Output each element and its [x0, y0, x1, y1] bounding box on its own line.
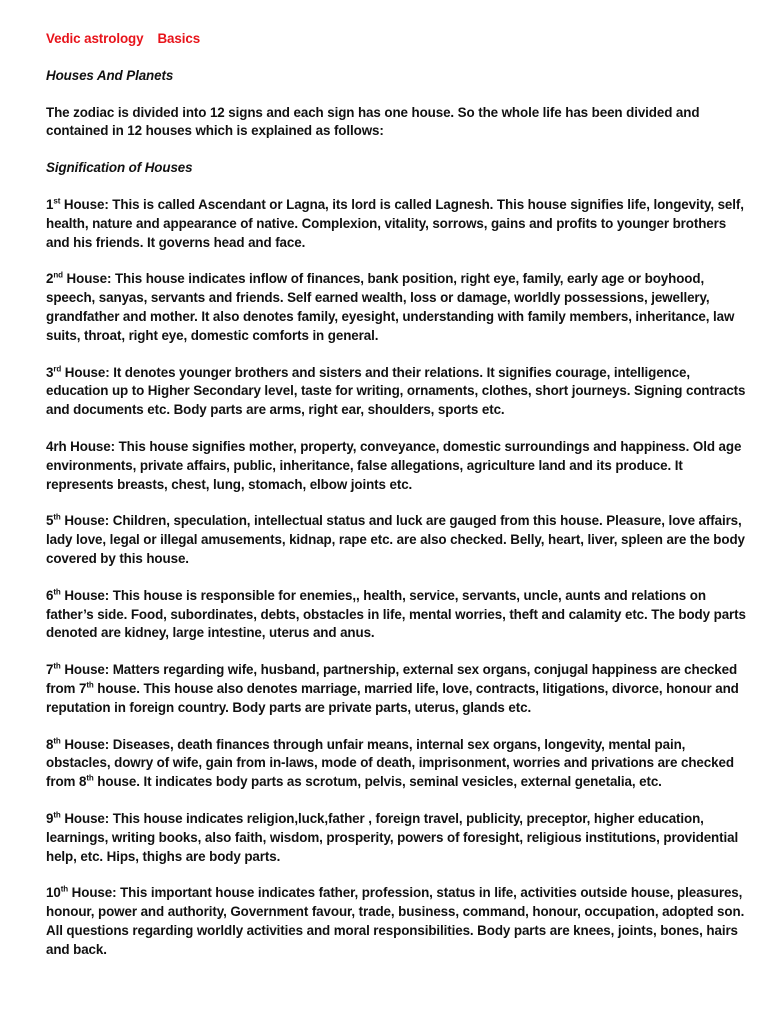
house-ordinal-inline: th	[86, 773, 94, 783]
house-number: 7	[46, 662, 54, 678]
house-number: 10	[46, 885, 61, 901]
house-ordinal: th	[53, 512, 61, 522]
house-description: House: This house is responsible for enemies,, health, service, servants, uncle, aunts and relations on father’s side. Food, subordinates, debts, obstacles in life, mental worries, theft and calamity etc. The body parts denoted are kidney, large intestine, uterus and anus.	[46, 587, 746, 641]
house-number: 4rh	[46, 438, 67, 454]
house-ordinal: th	[53, 810, 61, 820]
house-5-paragraph	[46, 512, 746, 568]
subtitle: Houses And Planets	[46, 67, 174, 83]
house-description: House: This is called Ascendant or Lagna, its lord is called Lagnesh. This house signifies life, longevity, self, health, nature and appearance of native. Complexion, vitality, sorrows, gains and profits to younger brothers and his friends. It governs head and face.	[46, 196, 744, 250]
house-description: House: Children, speculation, intellectual status and luck are gauged from this house. Pleasure, love affairs, lady love, legal or illegal amusements, kidnap, rape etc. are also checked. Belly, heart, liver, spleen are the body covered by this house.	[46, 513, 745, 566]
house-ordinal: th	[53, 736, 61, 746]
house-description: House: This important house indicates father, profession, status in life, activities outside house, pleasures, honour, power and authority, Government favour, trade, business, command, honour, occupation, adopted son. All questions regarding worldly activities and moral responsibilities. Body parts are knees, joints, bones, hairs and back.	[46, 885, 745, 957]
house-ordinal: nd	[53, 270, 63, 280]
house-9-paragraph	[46, 810, 746, 866]
title-part-2: Basics	[157, 31, 201, 46]
house-ordinal: th	[53, 587, 61, 597]
house-10-paragraph	[46, 884, 746, 959]
house-6-paragraph	[46, 587, 746, 643]
house-number: 9	[46, 810, 54, 826]
house-3-paragraph	[46, 364, 746, 420]
house-description: House: It denotes younger brothers and sisters and their relations. It signifies courage, intelligence, education up to Higher Secondary level, taste for writing, ornaments, clothes, short journeys. Signing contracts and documents etc. Body parts are arms, right ear, shoulders, sports etc.	[46, 364, 746, 418]
house-description: House: This house indicates inflow of finances, bank position, right eye, family, early age or boyhood, speech, sanyas, servants and friends. Self earned wealth, loss or damage, worldly possessions, jewellery, grandfather and mother. It also denotes family, eyesight, understanding with family members, inheritance, law suits, throat, right eye, domestic comforts in general.	[46, 271, 735, 343]
document-title	[46, 30, 746, 49]
house-ordinal: rd	[53, 364, 62, 374]
house-number: 3	[46, 364, 54, 380]
house-ordinal-inline: th	[86, 680, 94, 690]
house-number: 2	[46, 271, 54, 287]
house-2-paragraph	[46, 270, 746, 345]
house-ordinal: th	[53, 661, 61, 671]
house-7-paragraph	[46, 661, 746, 717]
house-number: 5	[46, 513, 54, 529]
house-description: House: This house indicates religion,luck,father , foreign travel, publicity, preceptor, higher education, learnings, writing books, also faith, wisdom, prosperity, powers of foresight, religious institutions, providential help, etc. Hips, thighs are body parts.	[46, 810, 739, 864]
document-page	[46, 30, 746, 977]
house-8-paragraph	[46, 736, 746, 792]
house-number: 1	[46, 196, 54, 212]
house-description: House: Matters regarding wife, husband, partnership, external sex organs, conjugal happiness are checked from 7	[46, 662, 738, 696]
intro-paragraph: The zodiac is divided into 12 signs and each sign has one house. So the whole life has been divided and contained in 12 houses which is explained as follows:	[46, 104, 700, 139]
house-description: House: Diseases, death finances through unfair means, internal sex organs, longevity, mental pain, obstacles, dowry of wife, gain from in-laws, mode of death, imprisonment, worries and privations are checked from 8	[46, 736, 734, 790]
house-description-continued: house. It indicates body parts as scrotum, pelvis, seminal vesicles, external genetalia, etc.	[93, 774, 662, 790]
house-ordinal: st	[53, 196, 61, 206]
house-ordinal: th	[60, 884, 69, 894]
section-heading: Signification of Houses	[46, 160, 193, 176]
house-number: 8	[46, 736, 54, 752]
title-part-1: Vedic astrology	[46, 31, 144, 46]
house-number: 6	[46, 587, 54, 603]
house-description: House: This house signifies mother, property, conveyance, domestic surroundings and happiness. Old age environments, private affairs, public, inheritance, false allegations, agriculture land and its produce. It represents breasts, chest, lung, stomach, elbow joints etc.	[46, 438, 742, 492]
house-1-paragraph	[46, 196, 746, 252]
house-4-paragraph	[46, 438, 746, 494]
house-description-continued: house. This house also denotes marriage, married life, love, contracts, litigations, divorce, honour and reputation in foreign country. Body parts are private parts, uterus, glands etc.	[46, 680, 739, 715]
